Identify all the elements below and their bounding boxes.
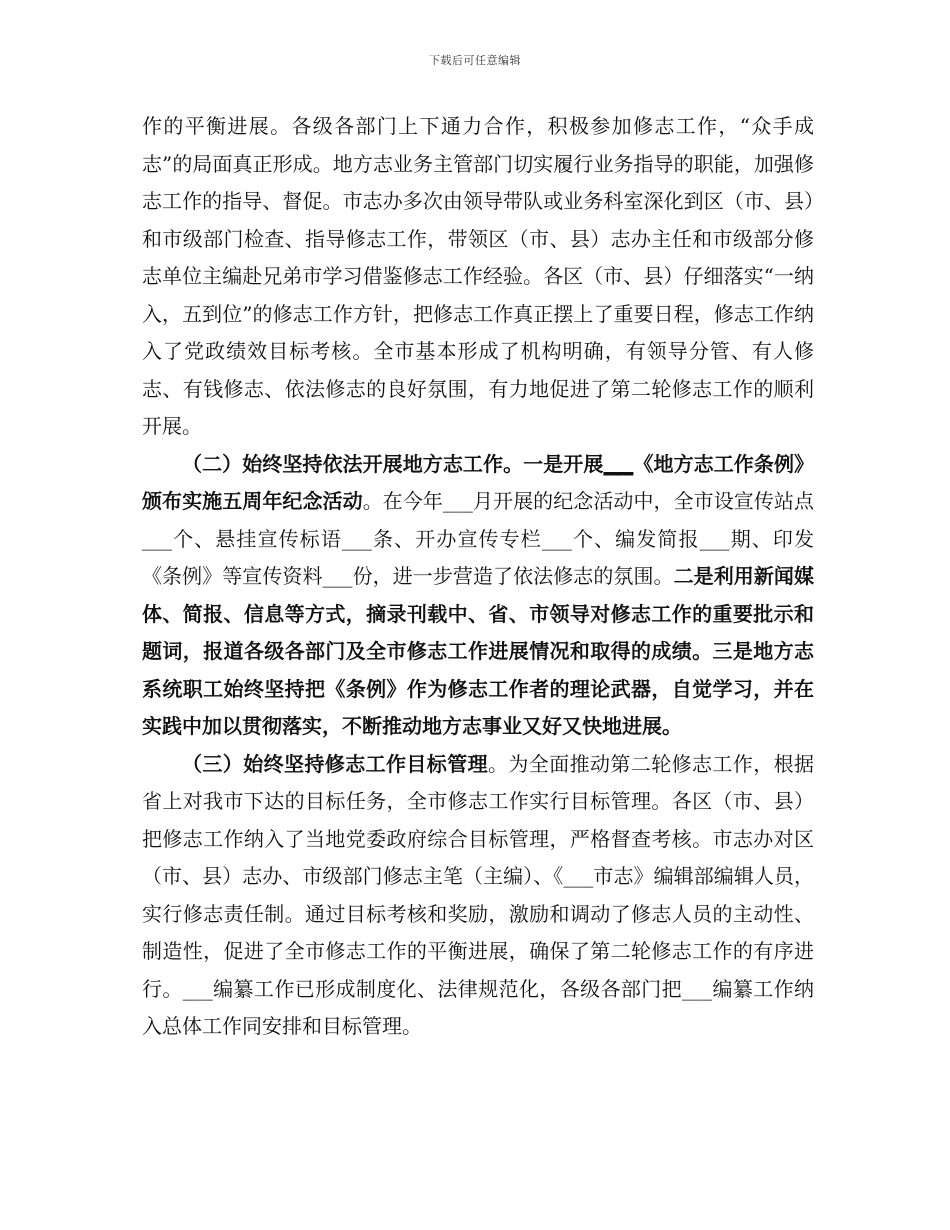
paragraph-2 [142, 446, 814, 746]
bold-text: 《地方志工作条例》颁布实施五周年纪念活动 [142, 451, 815, 513]
section-heading-2: （二）始终坚持依法开展地方志工作。一是开展 [182, 451, 604, 476]
page-header: 下载后可任意编辑 [429, 54, 521, 67]
paragraph-1 [142, 108, 814, 446]
paragraph-3 [142, 746, 814, 1046]
paragraph-text: 作的平衡进展。各级各部门上下通力合作，积极参加修志工作，“众手成志”的局面真正形成。地方志业务主管部门切实履行业务指导的职能，加强修志工作的指导、督促。市志办多次由领导带队或业务科室深化到区（市、县）和市级部门检查、指导修志工作，带领区（市、县）志办主任和市级部分修志单位主编赴兄弟市学习借鉴修志工作经验。各区（市、县）仔细落实“一纳入，五到位”的修志工作方针，把修志工作真正摆上了重要日程，修志工作纳入了党政绩效目标考核。全市基本形成了机构明确，有领导分管、有人修志、有钱修志、依法修志的良好氛围，有力地促进了第二轮修志工作的顺利开展。 [142, 114, 814, 438]
blank-field: ___ [603, 451, 634, 476]
section-heading-3: （三）始终坚持修志工作目标管理 [182, 751, 488, 776]
paragraph-text: 。为全面推动第二轮修志工作，根据省上对我市下达的目标任务，全市修志工作实行目标管理。各区（市、县）把修志工作纳入了当地党委政府综合目标管理，严格督查考核。市志办对区（市、县）志办、市级部门修志主笔（主编）、《___市志》编辑部编辑人员，实行修志责任制。通过目标考核和奖励，激励和调动了修志人员的主动性、制造性，促进了全市修志工作的平衡进展，确保了第二轮修志工作的有序进行。___编纂工作已形成制度化、法律规范化，各级各部门把___编纂工作纳入总体工作同安排和目标管理。 [142, 751, 814, 1038]
paragraph-text: 。在今年___月开展的纪念活动中，全市设宣传站点___个、悬挂宣传标语___条、开办宣传专栏___个、编发简报___期、印发《条例》等宣传资料___份，进一步营造了依法修志的氛围。 [142, 489, 814, 588]
document-body [142, 108, 814, 1046]
bold-text: 二是利用新闻媒体、简报、信息等方式，摘录刊载中、省、市领导对修志工作的重要批示和题词，报道各级各部门及全市修志工作进展情况和取得的成绩。三是地方志系统职工始终坚持把《条例》作为修志工作者的理论武器，自觉学习，并在实践中加以贯彻落实，不断推动地方志事业又好又快地进展。 [142, 564, 814, 738]
